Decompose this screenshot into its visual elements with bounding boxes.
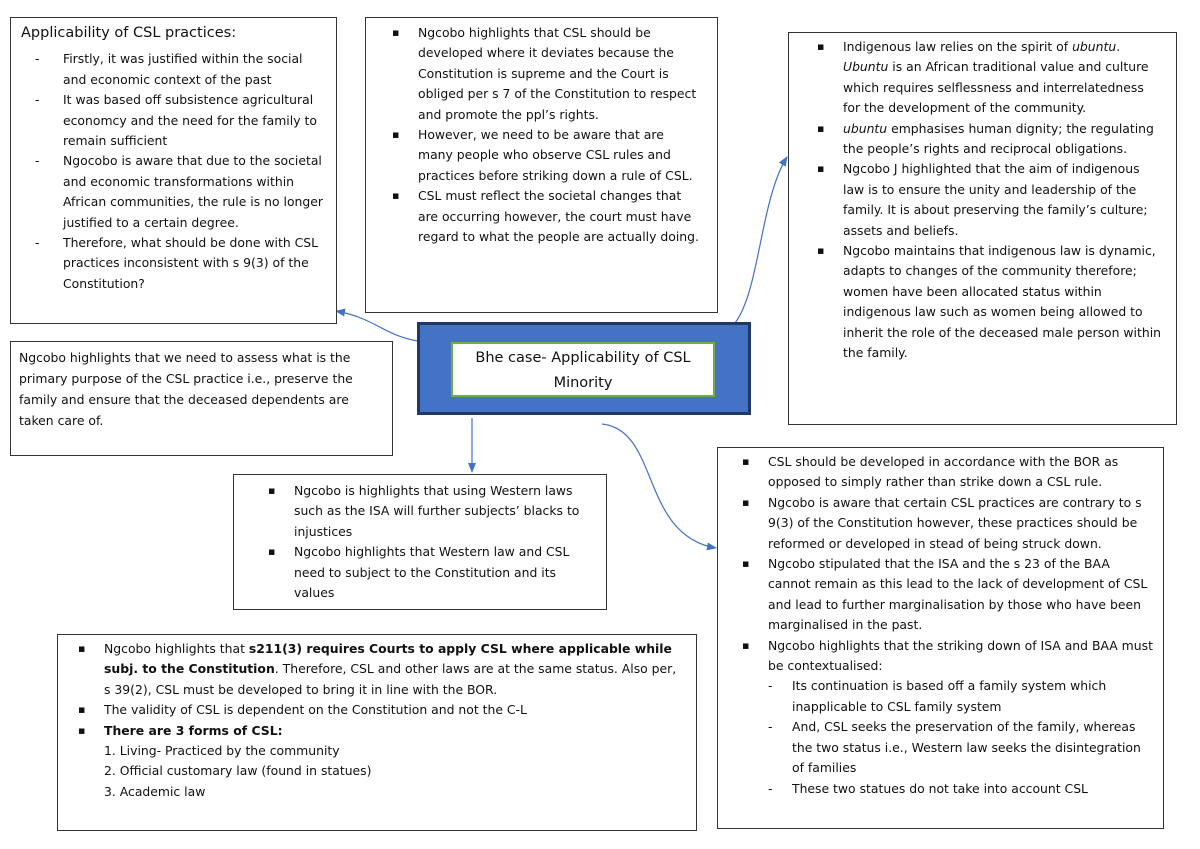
constitution-box: [57, 634, 697, 831]
arrow-to-bottom-right: [602, 424, 716, 548]
arrow-to-top-left: [336, 311, 418, 341]
list-item: ▪ Ngcobo stipulated that the ISA and the s 23 of the BAA cannot remain as this lead to the lack of development of CSL and lead to further marginalisation by those who have been marginalised in the past.: [736, 554, 1153, 636]
purpose-box: [10, 341, 393, 456]
list-item: - These two statues do not take into account CSL: [736, 779, 1153, 799]
central-topic-subtitle: Minority: [553, 375, 613, 391]
list-item: 2. Official customary law (found in statues): [104, 763, 372, 779]
central-topic-title: Bhe case- Applicability of CSL: [475, 350, 691, 366]
list-item: ▪ Ngcobo is highlights that using Western laws such as the ISA will further subjects’ blacks to injustices: [262, 481, 590, 542]
list-item: ▪ There are 3 forms of CSL:: [72, 721, 684, 741]
list-item: 3. Academic law: [104, 783, 206, 799]
list-item: - It was based off subsistence agricultural economcy and the need for the family to remain sufficient: [21, 90, 326, 151]
central-topic-node: [417, 322, 751, 415]
list-item: ▪ Ngcobo highlights that s211(3) requires Courts to apply CSL where applicable while subj. to the Constitution. Therefore, CSL and other laws are at the same status. Also per, s 39(2), CSL must be developed to bring it in line with the BOR.: [72, 639, 684, 700]
applicability-title: Applicability of CSL practices:: [21, 25, 237, 41]
applicability-box: [10, 17, 337, 324]
list-item: ▪ CSL should be developed in accordance with the BOR as opposed to simply rather than strike down a CSL rule.: [736, 452, 1153, 493]
list-item: ▪ Indigenous law relies on the spirit of ubuntu. Ubuntu is an African traditional value and culture which requires selflessness and interrelatedness for the development of the community.: [811, 37, 1162, 119]
list-item: ▪ Ngcobo maintains that indigenous law is dynamic, adapts to changes of the community therefore; women have been allocated status within indigenous law such as women being allowed to inherit the role of the deceased male person within the family.: [811, 241, 1162, 363]
ubuntu-box: [788, 32, 1177, 425]
list-item: ▪ Ngcobo highlights that CSL should be developed where it deviates because the Constitution is supreme and the Court is obliged per s 7 of the Constitution to respect and promote the ppl’s rights.: [386, 23, 699, 125]
central-topic-label: [451, 342, 715, 397]
list-item: 1. Living- Practiced by the community: [104, 743, 340, 759]
list-item: ▪ CSL must reflect the societal changes that are occurring however, the court must have regard to what the people are actually doing.: [386, 186, 699, 247]
list-item: - Therefore, what should be done with CSL practices inconsistent with s 9(3) of the Constitution?: [21, 233, 326, 294]
list-item: - Its continuation is based off a family system which inapplicable to CSL family system: [736, 676, 1153, 717]
purpose-text: Ngcobo highlights that we need to assess what is the primary purpose of the CSL practice i.e., preserve the family and ensure that the deceased dependents are taken care of.: [19, 350, 353, 428]
list-item: ▪ ubuntu emphasises human dignity; the regulating the people’s rights and reciprocal obligations.: [811, 119, 1162, 160]
arrow-to-top-right: [735, 157, 787, 323]
list-item: ▪ However, we need to be aware that are many people who observe CSL rules and practices before striking down a rule of CSL.: [386, 125, 699, 186]
list-item: ▪ Ngcobo is aware that certain CSL practices are contrary to s 9(3) of the Constitution however, these practices should be reformed or developed in stead of being struck down.: [736, 493, 1153, 554]
list-item: ▪ Ngcobo J highlighted that the aim of indigenous law is to ensure the unity and leadership of the family. It is about preserving the family’s culture; assets and beliefs.: [811, 159, 1162, 241]
development-box: [365, 17, 718, 313]
western-law-box: [233, 474, 607, 610]
bor-development-box: [717, 447, 1164, 829]
list-item: - Ngocobo is aware that due to the societal and economic transformations within African communities, the rule is no longer justified to a certain degree.: [21, 151, 326, 233]
list-item: ▪ Ngcobo highlights that Western law and CSL need to subject to the Constitution and its values: [262, 542, 590, 603]
list-item: ▪ Ngcobo highlights that the striking down of ISA and BAA must be contextualised:: [736, 636, 1153, 677]
list-item: ▪ The validity of CSL is dependent on the Constitution and not the C-L: [72, 700, 684, 720]
list-item: - Firstly, it was justified within the social and economic context of the past: [21, 49, 326, 90]
list-item: - And, CSL seeks the preservation of the family, whereas the two status i.e., Western law seeks the disintegration of families: [736, 717, 1153, 778]
